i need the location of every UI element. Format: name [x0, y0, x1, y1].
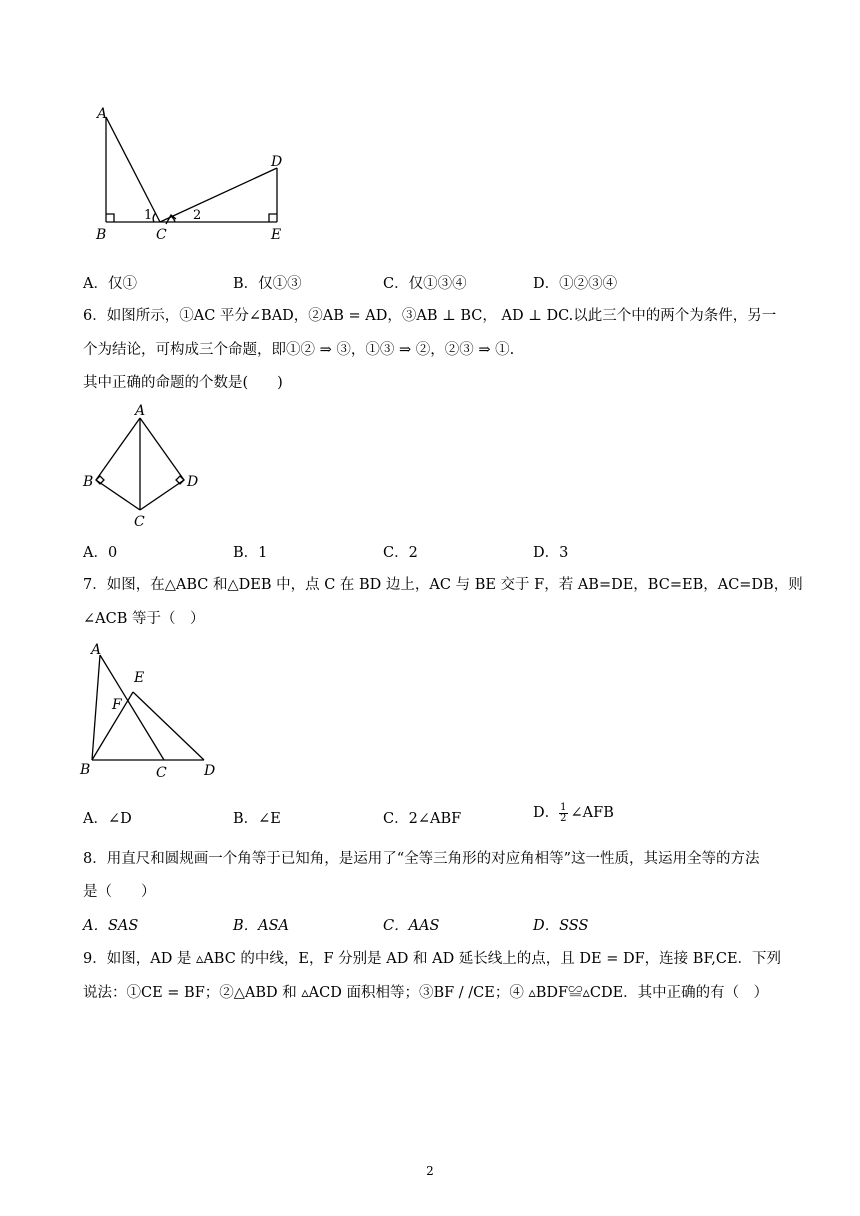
- q7-option-c: C．2∠ABF: [383, 811, 462, 827]
- q7-label-c: C: [156, 765, 167, 781]
- q7-figure: [78, 640, 228, 785]
- q5-label-a: A: [97, 106, 108, 122]
- q7-option-d-prefix: D．: [533, 805, 560, 821]
- q7-label-e: E: [134, 670, 145, 686]
- q7-option-d-denominator: 2: [560, 812, 567, 824]
- q5-label-d: D: [271, 154, 283, 170]
- q8-stem-line2: 是（ ）: [83, 884, 156, 900]
- q8-option-a: A．SAS: [83, 918, 139, 934]
- q6-label-a: A: [135, 403, 146, 419]
- q8-stem-line1: 8．用直尺和圆规画一个角等于已知角，是运用了“全等三角形的对应角相等”这一性质，其运用全等的方法: [83, 851, 760, 867]
- q9-stem-line2: 说法：①CE = BF；②△ABD 和 ▵ACD 面积相等；③BF / /CE；④ ▵BDF≌▵CDE．其中正确的有（ ）: [83, 985, 769, 1001]
- q7-option-d: [533, 801, 614, 824]
- q7-option-d-suffix: ∠AFB: [570, 805, 614, 821]
- q7-option-a: A．∠D: [83, 811, 132, 827]
- q5-option-a: A．仅①: [83, 276, 137, 292]
- q5-label-angle2: 2: [193, 208, 202, 223]
- q7-label-b: B: [80, 762, 91, 778]
- q5-option-c: C．仅①③④: [383, 276, 467, 292]
- q6-option-a: A．0: [83, 545, 118, 561]
- q5-figure: [90, 100, 300, 245]
- q5-label-e: E: [271, 227, 282, 243]
- q6-stem-line2: 个为结论，可构成三个命题，即①② ⇒ ③，①③ ⇒ ②，②③ ⇒ ①.: [83, 342, 515, 358]
- q6-option-d: D．3: [533, 545, 569, 561]
- q5-option-b: B．仅①③: [233, 276, 302, 292]
- q9-stem-line1: 9．如图，AD 是 ▵ABC 的中线，E，F 分别是 AD 和 AD 延长线上的点，且 DE = DF，连接 BF,CE．下列: [83, 951, 782, 967]
- page-number: 2: [426, 1164, 434, 1178]
- q8-option-c: C．AAS: [383, 918, 440, 934]
- q6-stem-line1: 6．如图所示，①AC 平分∠BAD，②AB = AD，③AB ⊥ BC， AD ⊥ DC.以此三个中的两个为条件，另一: [83, 308, 777, 324]
- q7-option-b: B．∠E: [233, 811, 281, 827]
- q7-label-d: D: [204, 763, 216, 779]
- q6-stem-line3: 其中正确的命题的个数是( ): [83, 375, 283, 391]
- q5-label-c: C: [156, 227, 167, 243]
- q5-label-b: B: [96, 227, 107, 243]
- q7-label-a: A: [91, 642, 102, 658]
- q6-option-b: B．1: [233, 545, 268, 561]
- q6-label-c: C: [134, 514, 145, 530]
- q8-option-d: D．SSS: [533, 918, 589, 934]
- q6-label-b: B: [83, 474, 94, 490]
- q7-stem-line1: 7．如图，在△ABC 和△DEB 中，点 C 在 BD 边上，AC 与 BE 交于 F，若 AB=DE，BC=EB，AC=DB，则: [83, 577, 803, 593]
- q7-option-d-numerator: 1: [560, 801, 567, 813]
- q5-label-angle1: 1: [144, 208, 153, 223]
- q7-label-f: F: [112, 697, 122, 713]
- q6-figure: [80, 400, 210, 530]
- q5-option-d: D．①②③④: [533, 276, 618, 292]
- q7-option-d-fraction: [559, 803, 567, 824]
- q6-label-d: D: [187, 474, 199, 490]
- q6-option-c: C．2: [383, 545, 418, 561]
- q8-option-b: B．ASA: [233, 918, 290, 934]
- q7-stem-line2: ∠ACB 等于（ ）: [83, 611, 205, 627]
